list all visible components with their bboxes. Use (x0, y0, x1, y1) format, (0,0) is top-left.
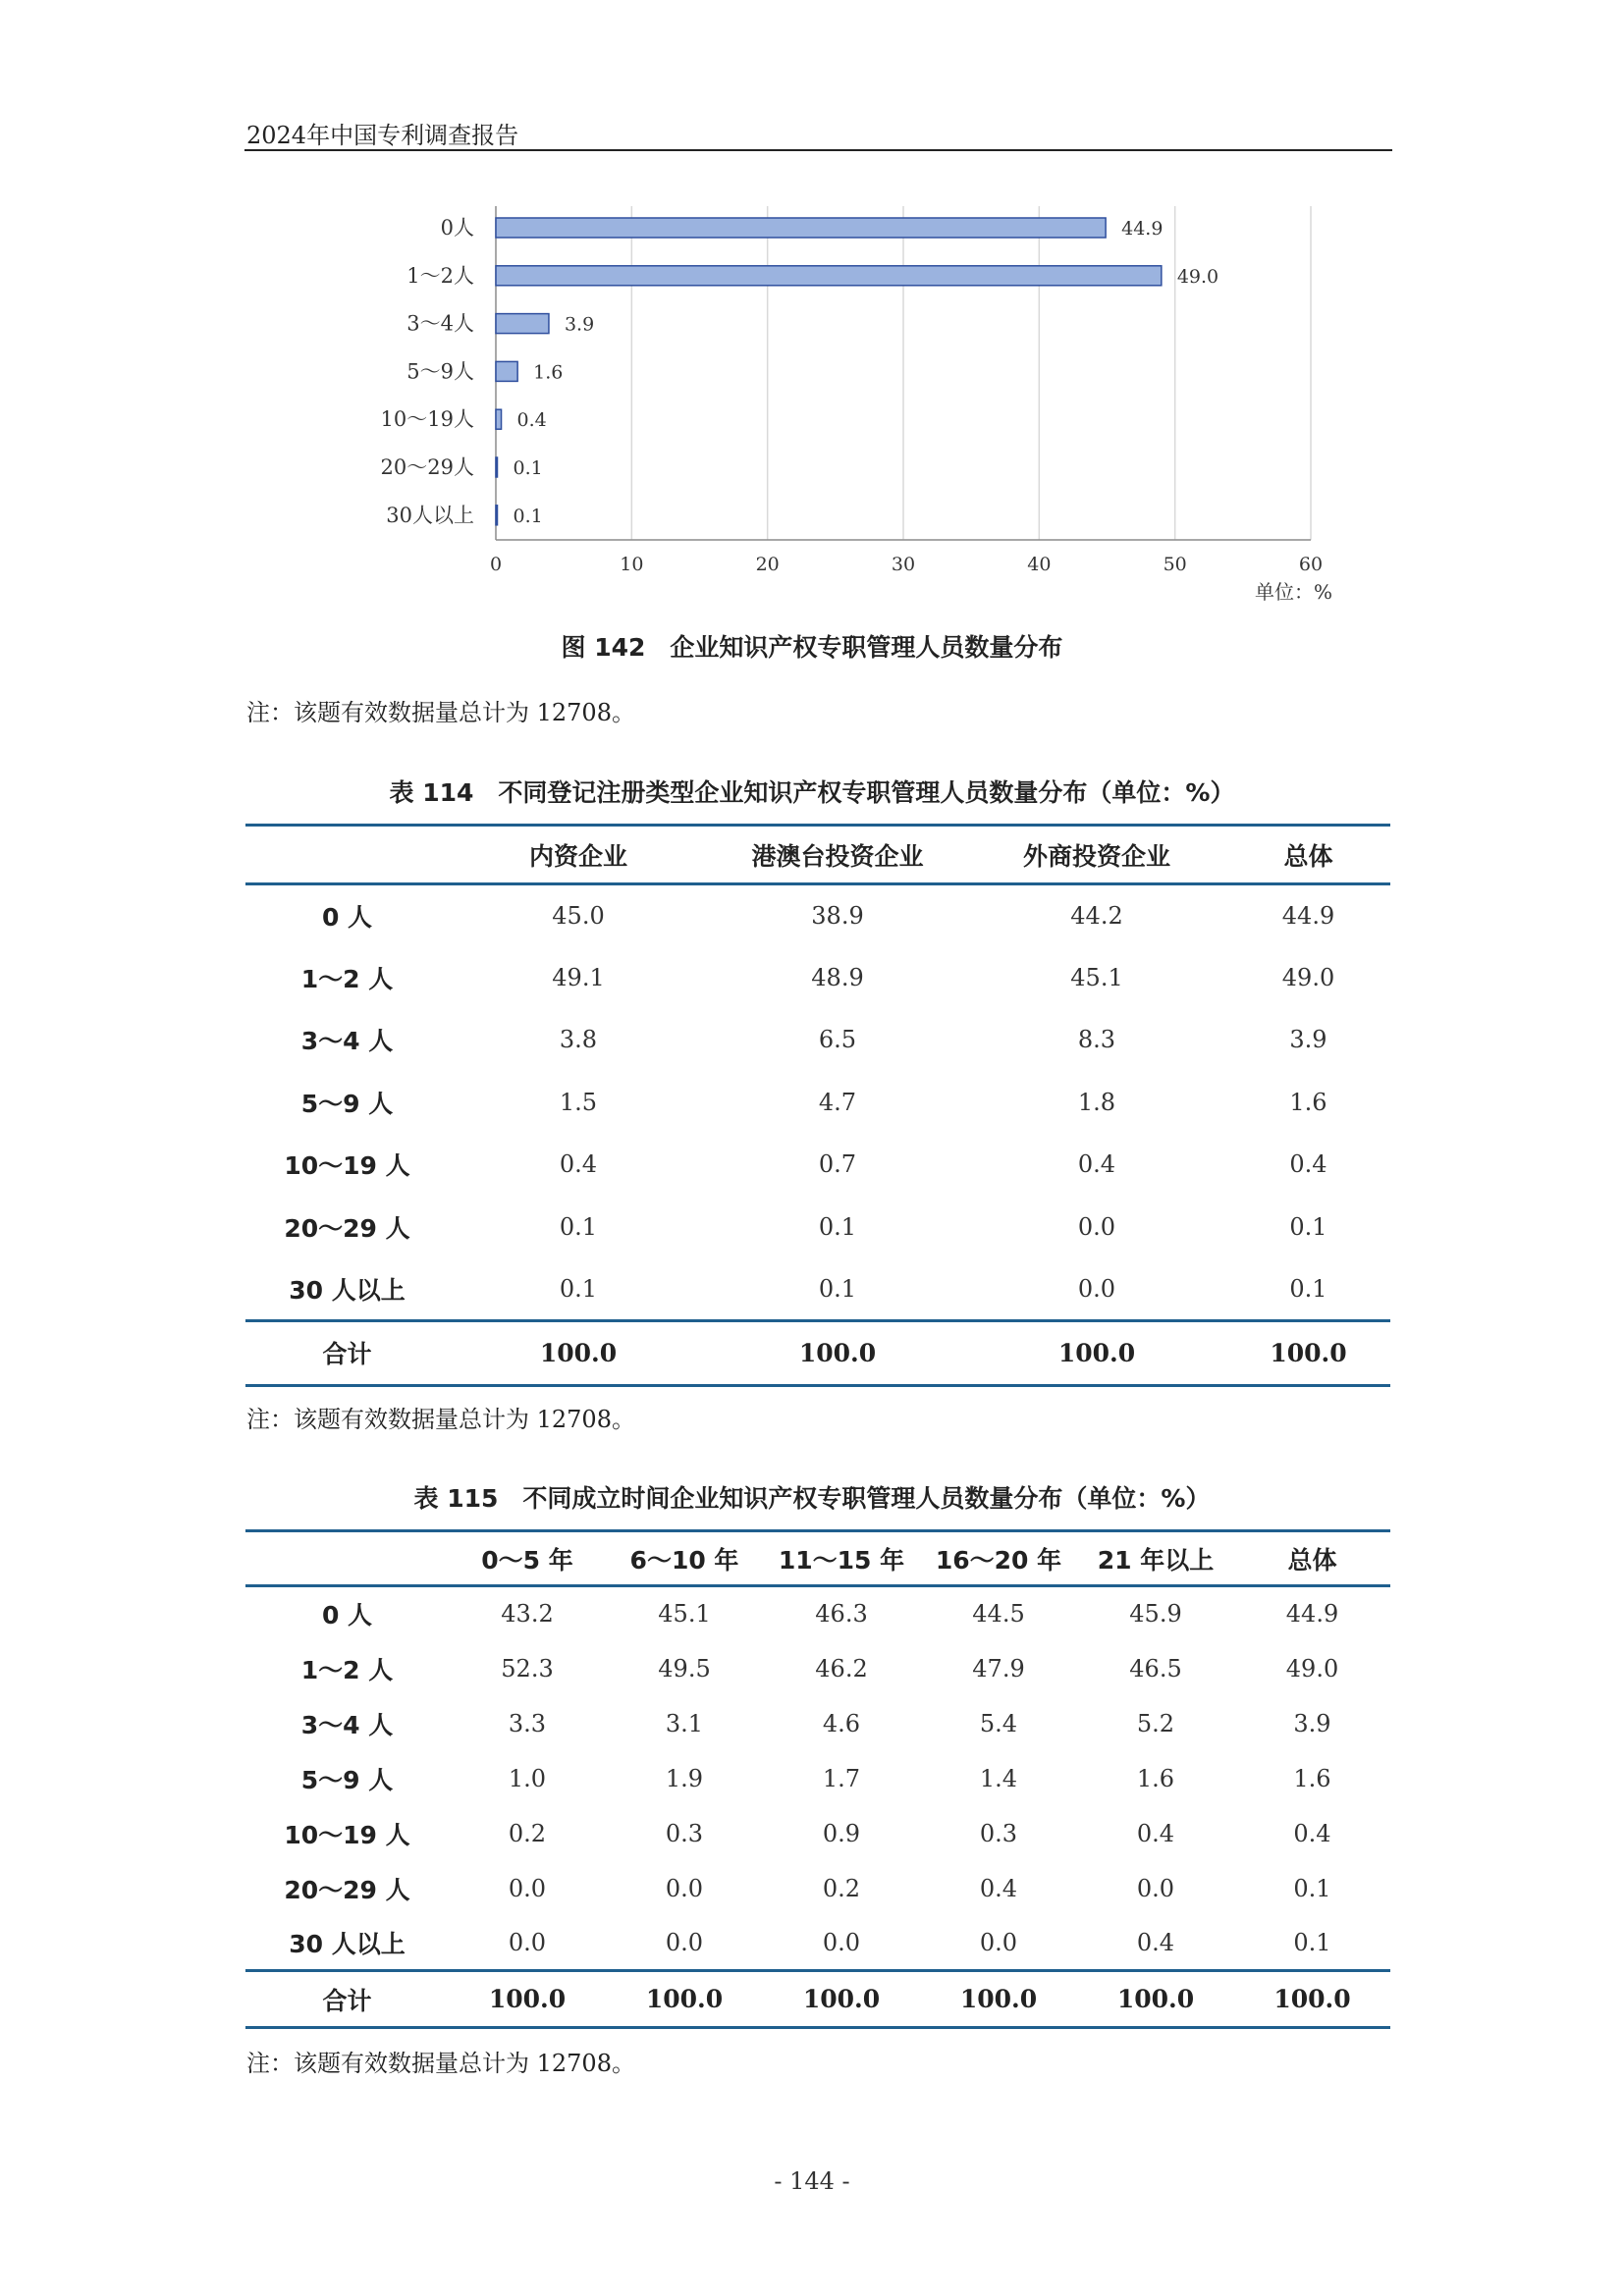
cell: 46.3 (815, 1600, 868, 1629)
total-row (245, 1971, 1390, 2028)
cell: 45.0 (552, 902, 605, 930)
cell: 0.1 (818, 1274, 857, 1303)
table-115 (245, 1529, 1390, 2029)
cell: 3.3 (508, 1709, 547, 1737)
table-row (245, 1696, 1390, 1751)
category-label: 3～4人 (406, 311, 474, 336)
category-label: 20～29人 (380, 455, 474, 479)
data-label: 44.9 (1121, 218, 1164, 240)
table-row (245, 1258, 1390, 1321)
cell: 8.3 (1077, 1026, 1116, 1054)
table-114-title: 表 114 不同登记注册类型企业知识产权专职管理人员数量分布（单位：%） (389, 778, 1235, 807)
bar (496, 314, 549, 334)
cell: 3.9 (1293, 1709, 1331, 1737)
row-label: 5～9 人 (300, 1089, 394, 1118)
cell: 0.4 (1289, 1150, 1327, 1179)
category-label: 0人 (440, 216, 474, 240)
bar (496, 361, 517, 381)
column-header: 11～15 年 (763, 1531, 920, 1586)
table-115-title: 表 115 不同成立时间企业知识产权专职管理人员数量分布（单位：%） (413, 1484, 1211, 1513)
row-label: 1～2 人 (300, 964, 394, 993)
total-cell: 100.0 (1077, 1971, 1234, 2028)
column-header (245, 1531, 449, 1586)
cell: 0.0 (508, 1928, 547, 1956)
cell: 43.2 (501, 1600, 554, 1629)
cell: 1.6 (1136, 1764, 1175, 1792)
row-label: 30 人以上 (289, 1929, 406, 1958)
data-label: 49.0 (1176, 265, 1219, 288)
table-row (245, 1071, 1390, 1134)
total-label: 合计 (245, 1320, 449, 1385)
data-label: 3.9 (564, 313, 595, 336)
table-header-row (245, 826, 1390, 884)
row-label: 10～19 人 (284, 1820, 410, 1849)
cell: 0.1 (1293, 1928, 1331, 1956)
row-label: 5～9 人 (300, 1765, 394, 1794)
cell: 1.7 (822, 1764, 861, 1792)
x-tick-label: 40 (1027, 554, 1052, 575)
x-tick-label: 10 (620, 554, 644, 575)
total-cell: 100.0 (920, 1971, 1077, 2028)
table-row (245, 1916, 1390, 1971)
row-label: 3～4 人 (300, 1710, 394, 1739)
table-row (245, 1134, 1390, 1197)
unit-label: 单位：% (1254, 580, 1332, 604)
table-row (245, 884, 1390, 947)
table-114 (245, 824, 1390, 1387)
row-label: 10～19 人 (284, 1151, 410, 1181)
table-row (245, 1586, 1390, 1641)
cell: 44.2 (1070, 902, 1123, 930)
cell: 0.1 (1289, 1212, 1327, 1241)
column-header: 总体 (1226, 826, 1390, 884)
column-header: 外商投资企业 (967, 826, 1226, 884)
total-cell: 100.0 (449, 1971, 606, 2028)
column-header (245, 826, 449, 884)
column-header: 16～20 年 (920, 1531, 1077, 1586)
row-label: 3～4 人 (300, 1027, 394, 1056)
staff-count-bar-chart (0, 0, 1624, 628)
category-label: 1～2人 (406, 263, 474, 288)
data-label: 0.1 (513, 457, 543, 479)
cell: 0.0 (665, 1874, 704, 1902)
cell: 0.4 (1077, 1150, 1116, 1179)
total-cell: 100.0 (449, 1320, 708, 1385)
cell: 38.9 (811, 902, 864, 930)
table-row (245, 1806, 1390, 1861)
x-tick-label: 60 (1298, 554, 1324, 575)
cell: 0.0 (822, 1928, 861, 1956)
cell: 0.0 (508, 1874, 547, 1902)
cell: 45.1 (658, 1600, 711, 1629)
cell: 47.9 (972, 1654, 1025, 1682)
column-header: 总体 (1234, 1531, 1390, 1586)
cell: 5.2 (1136, 1709, 1175, 1737)
cell: 0.0 (665, 1928, 704, 1956)
table-row (245, 1009, 1390, 1072)
cell: 49.1 (552, 963, 605, 991)
category-label: 30人以上 (386, 503, 474, 527)
bar (496, 218, 1106, 238)
cell: 1.0 (508, 1764, 547, 1792)
total-cell: 100.0 (1234, 1971, 1390, 2028)
cell: 0.1 (559, 1212, 598, 1241)
cell: 1.4 (979, 1764, 1018, 1792)
table-header-row (245, 1531, 1390, 1586)
bar (496, 409, 502, 429)
cell: 0.0 (979, 1928, 1018, 1956)
cell: 0.3 (665, 1819, 704, 1847)
data-label: 0.4 (516, 409, 547, 432)
cell: 49.0 (1285, 1654, 1339, 1682)
cell: 0.0 (1077, 1274, 1116, 1303)
cell: 0.0 (1077, 1212, 1116, 1241)
row-label: 1～2 人 (300, 1655, 394, 1684)
total-cell: 100.0 (606, 1971, 763, 2028)
cell: 49.5 (658, 1654, 711, 1682)
cell: 3.8 (559, 1026, 598, 1054)
cell: 45.9 (1129, 1600, 1182, 1629)
bar (496, 457, 498, 477)
cell: 0.1 (1293, 1874, 1331, 1902)
cell: 5.4 (979, 1709, 1018, 1737)
cell: 0.9 (822, 1819, 861, 1847)
data-label: 1.6 (533, 361, 564, 384)
total-cell: 100.0 (1226, 1320, 1390, 1385)
cell: 52.3 (501, 1654, 554, 1682)
bar (496, 266, 1162, 286)
cell: 0.7 (818, 1150, 857, 1179)
bar (496, 506, 498, 525)
cell: 3.9 (1289, 1026, 1327, 1054)
x-tick-label: 30 (891, 554, 916, 575)
table-row (245, 1641, 1390, 1696)
row-label: 30 人以上 (289, 1275, 406, 1305)
data-label: 0.1 (513, 505, 543, 527)
figure-caption: 图 142 企业知识产权专职管理人员数量分布 (561, 633, 1063, 662)
table-row (245, 1196, 1390, 1258)
cell: 0.4 (1293, 1819, 1331, 1847)
x-tick-label: 0 (489, 554, 503, 575)
cell: 0.3 (979, 1819, 1018, 1847)
cell: 0.4 (1136, 1928, 1175, 1956)
cell: 1.9 (665, 1764, 704, 1792)
row-label: 20～29 人 (284, 1213, 410, 1243)
cell: 0.1 (559, 1274, 598, 1303)
cell: 1.8 (1077, 1088, 1116, 1116)
cell: 0.2 (508, 1819, 547, 1847)
cell: 46.2 (815, 1654, 868, 1682)
cell: 1.6 (1293, 1764, 1331, 1792)
table-row (245, 946, 1390, 1009)
cell: 44.5 (972, 1600, 1025, 1629)
cell: 49.0 (1281, 963, 1335, 991)
total-row (245, 1320, 1390, 1385)
cell: 1.6 (1289, 1088, 1327, 1116)
cell: 46.5 (1129, 1654, 1182, 1682)
table-114-note: 注：该题有效数据量总计为 12708。 (246, 1406, 635, 1433)
x-tick-label: 20 (755, 554, 780, 575)
cell: 0.1 (818, 1212, 857, 1241)
page-number: - 144 - (774, 2167, 850, 2195)
cell: 0.4 (979, 1874, 1018, 1902)
column-header: 0～5 年 (449, 1531, 606, 1586)
row-label: 20～29 人 (284, 1875, 410, 1904)
cell: 44.9 (1285, 1600, 1339, 1629)
total-cell: 100.0 (967, 1320, 1226, 1385)
table-row (245, 1861, 1390, 1916)
x-tick-label: 50 (1163, 554, 1187, 575)
cell: 48.9 (811, 963, 864, 991)
total-cell: 100.0 (708, 1320, 967, 1385)
running-header: 2024年中国专利调查报告 (246, 122, 519, 149)
category-label: 10～19人 (380, 407, 474, 432)
column-header: 内资企业 (449, 826, 708, 884)
column-header: 6～10 年 (606, 1531, 763, 1586)
column-header: 港澳台投资企业 (708, 826, 967, 884)
row-label: 0 人 (321, 1601, 373, 1630)
table-row (245, 1751, 1390, 1806)
cell: 4.6 (822, 1709, 861, 1737)
cell: 0.4 (559, 1150, 598, 1179)
figure-note: 注：该题有效数据量总计为 12708。 (246, 699, 635, 726)
cell: 0.1 (1289, 1274, 1327, 1303)
cell: 1.5 (559, 1088, 598, 1116)
category-label: 5～9人 (406, 359, 474, 384)
table-115-note: 注：该题有效数据量总计为 12708。 (246, 2050, 635, 2077)
cell: 45.1 (1070, 963, 1123, 991)
cell: 0.2 (822, 1874, 861, 1902)
cell: 44.9 (1281, 902, 1335, 930)
cell: 4.7 (818, 1088, 857, 1116)
cell: 6.5 (818, 1026, 857, 1054)
row-label: 0 人 (321, 903, 373, 932)
cell: 0.4 (1136, 1819, 1175, 1847)
cell: 0.0 (1136, 1874, 1175, 1902)
total-label: 合计 (245, 1971, 449, 2028)
column-header: 21 年以上 (1077, 1531, 1234, 1586)
total-cell: 100.0 (763, 1971, 920, 2028)
cell: 3.1 (665, 1709, 704, 1737)
